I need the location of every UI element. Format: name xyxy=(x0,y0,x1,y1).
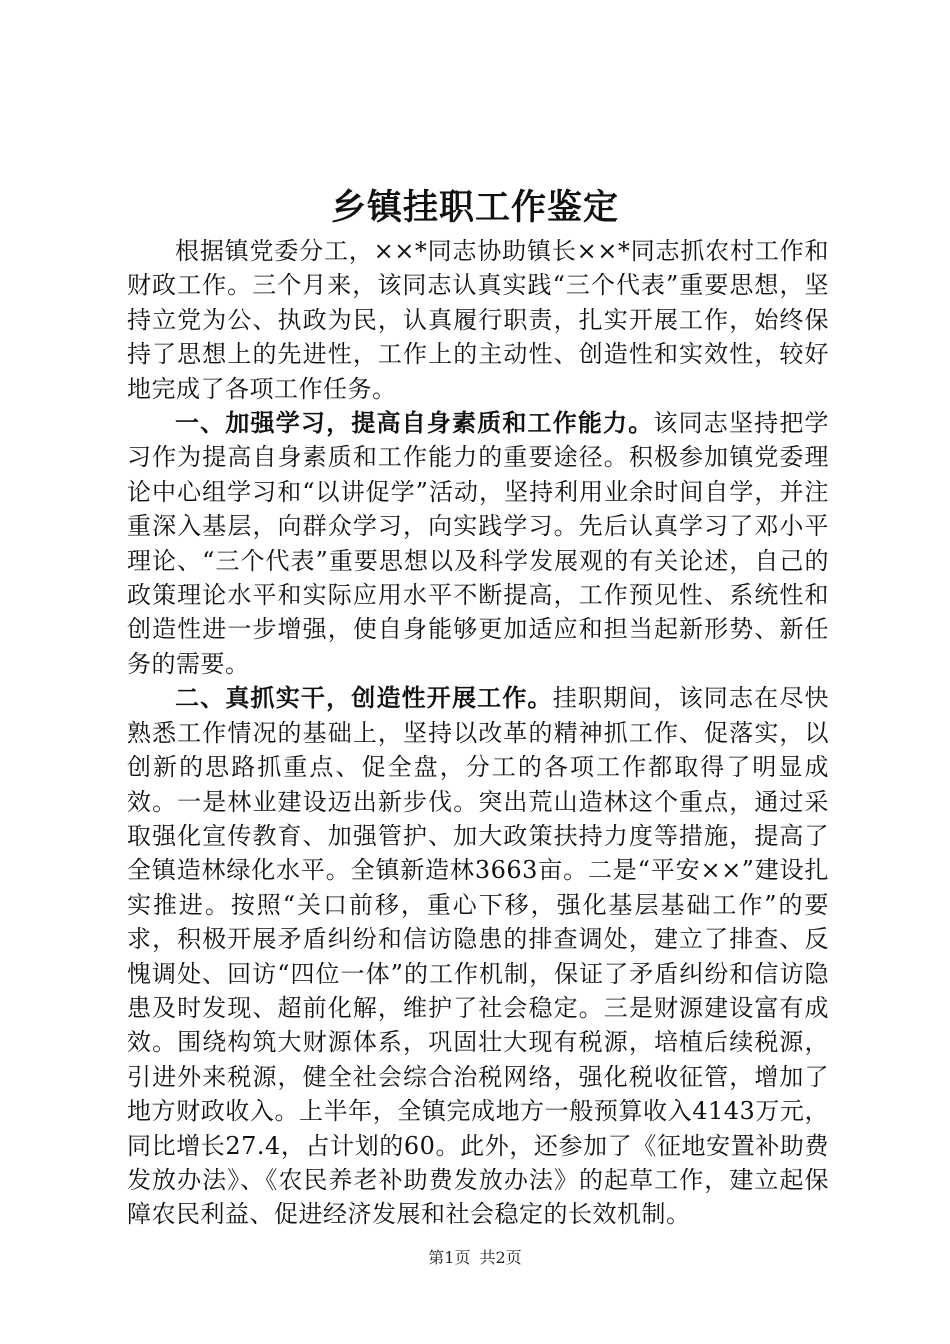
page-footer xyxy=(0,1248,950,1268)
section-heading: 一、加强学习，提高自身素质和工作能力。 xyxy=(175,409,654,438)
paragraph-text: 该同志坚持把学习作为提高自身素质和工作能力的重要途径。积极参加镇党委理论中心组学习和“以讲促学”活动，坚持利用业余时间自学，并注重深入基层，向群众学习，向实践学习。先后认真学习了邓小平理论、“三个代表”重要思想以及科学发展观的有关论述，自己的政策理论水平和实际应用水平不断提高，工作预见性、系统性和创造性进一步增强，使自身能够更加适应和担当起新形势、新任务的需要。 xyxy=(127,409,830,678)
paragraph-section-1 xyxy=(127,406,829,681)
section-heading: 二、真抓实干，创造性开展工作。 xyxy=(175,684,553,713)
page-number: 第1页 xyxy=(428,1248,471,1267)
paragraph-section-2 xyxy=(127,681,829,1232)
document-title: 乡镇挂职工作鉴定 xyxy=(330,188,619,228)
page-total: 共2页 xyxy=(479,1248,522,1267)
document-body xyxy=(127,234,829,1232)
paragraph-intro xyxy=(127,234,829,406)
paragraph-text: 根据镇党委分工，××*同志协助镇长××*同志抓农村工作和财政工作。三个月来，该同志认真实践“三个代表”重要思想，坚持立党为公、执政为民，认真履行职责，扎实开展工作，始终保持了思想上的先进性，工作上的主动性、创造性和实效性，较好地完成了各项工作任务。 xyxy=(127,237,829,403)
paragraph-text: 挂职期间，该同志在尽快熟悉工作情况的基础上，坚持以改革的精神抓工作、促落实，以创新的思路抓重点、促全盘，分工的各项工作都取得了明显成效。一是林业建设迈出新步伐。突出荒山造林这个重点，通过采取强化宣传教育、加强管护、加大政策扶持力度等措施，提高了全镇造林绿化水平。全镇新造林3663亩。二是“平安××”建设扎实推进。按照“关口前移，重心下移，强化基层基础工作”的要求，积极开展矛盾纠纷和信访隐患的排查调处，建立了排查、反愧调处、回访“四位一体”的工作机制，保证了矛盾纠纷和信访隐患及时发现、超前化解，维护了社会稳定。三是财源建设富有成效。围绕构筑大财源体系，巩固壮大现有税源，培植后续税源，引进外来税源，健全社会综合治税网络，强化税收征管，增加了地方财政收入。上半年，全镇完成地方一般预算收入4143万元，同比增长27.4，占计划的60。此外，还参加了《征地安置补助费发放办法》、《农民养老补助费发放办法》的起草工作，建立起保障农民利益、促进经济发展和社会稳定的长效机制。 xyxy=(127,684,830,1229)
